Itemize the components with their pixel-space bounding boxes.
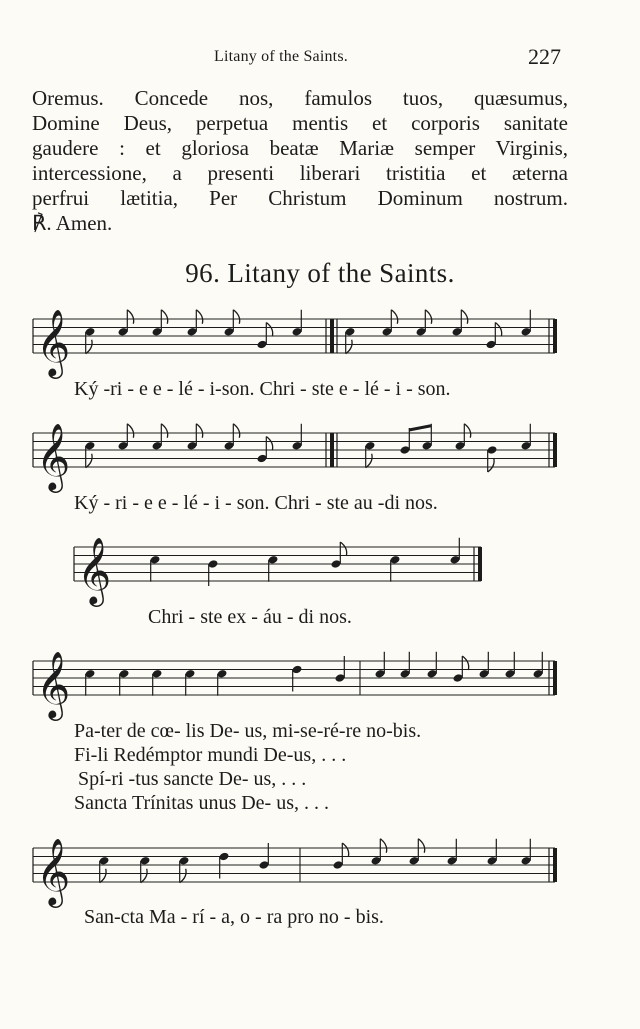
note-flag <box>425 310 431 324</box>
note-flag <box>161 310 167 324</box>
note-flag <box>233 310 239 324</box>
note-flag <box>233 424 239 438</box>
page-number: 227 <box>528 44 561 69</box>
note-flag <box>462 656 468 670</box>
note-flag <box>196 310 202 324</box>
double-bar-thick <box>553 319 557 353</box>
prayer-line: intercessione, a presenti liberari tristitia et æterna <box>32 161 568 185</box>
lyrics-line: San-cta Ma - rí - a, o - ra pro no - bis. <box>84 906 384 928</box>
prayer-line: gaudere : et gloriosa beatæ Mariæ semper Virginis, <box>32 136 568 160</box>
treble-clef-icon: 𝄞 <box>36 422 71 490</box>
note-flag <box>127 424 133 438</box>
verse-line: Spí-ri -tus sancte De- us, . . . <box>78 768 307 790</box>
lyrics-line: Chri - ste ex - áu - di nos. <box>148 606 352 628</box>
prayer-line: perfrui lætitia, Per Christum Dominum nostrum. <box>32 186 568 210</box>
lyrics-line: Pa-ter de cœ- lis De- us, mi-se-ré-re no-bis. <box>74 720 422 742</box>
response-text: . Amen. <box>46 211 113 235</box>
note-flag <box>100 869 106 883</box>
verse-line: Fi-li Redémptor mundi De-us, . . . <box>74 744 347 766</box>
prayer-line: Domine Deus, perpetua mentis et corporis sanitate <box>32 111 568 135</box>
treble-clef-icon: 𝄞 <box>36 308 71 376</box>
note-flag <box>127 310 133 324</box>
note-beam <box>409 426 431 430</box>
note-flag <box>266 323 272 337</box>
note-flag <box>196 424 202 438</box>
note-flag <box>266 437 272 451</box>
note-flag <box>346 340 352 354</box>
note-flag <box>464 424 470 438</box>
note-flag <box>180 869 186 883</box>
treble-clef-icon: 𝄞 <box>36 650 71 718</box>
note-flag <box>418 839 424 853</box>
response-symbol: ℟ <box>32 211 47 235</box>
note-flag <box>342 843 348 857</box>
lyrics-line: Ký -ri - e e - lé - i-son. Chri - ste e - lé - i - son. <box>74 378 451 400</box>
note-flag <box>488 458 494 472</box>
note-flag <box>461 310 467 324</box>
prayer-line: Oremus. Concede nos, famulos tuos, quæsumus, <box>32 86 568 110</box>
note-flag <box>161 424 167 438</box>
note-flag <box>366 454 372 468</box>
section-title: 96. Litany of the Saints. <box>185 258 455 288</box>
double-bar-thick <box>553 661 557 695</box>
note-flag <box>495 323 501 337</box>
treble-clef-icon: 𝄞 <box>77 536 112 604</box>
double-bar-thick <box>330 433 334 467</box>
treble-clef-icon: 𝄞 <box>36 837 71 905</box>
note-flag <box>340 542 346 556</box>
note-flag <box>86 340 92 354</box>
note-flag <box>141 869 147 883</box>
double-bar-thick <box>553 433 557 467</box>
note-flag <box>380 839 386 853</box>
running-title: Litany of the Saints. <box>214 48 348 65</box>
verse-line: Sancta Trínitas unus De- us, . . . <box>74 792 329 814</box>
double-bar-thick <box>553 848 557 882</box>
double-bar-thick <box>330 319 334 353</box>
note-flag <box>86 454 92 468</box>
note-flag <box>391 310 397 324</box>
double-bar-thick <box>478 547 482 581</box>
lyrics-line: Ký - ri - e e - lé - i - son. Chri - ste au -di nos. <box>74 492 438 514</box>
